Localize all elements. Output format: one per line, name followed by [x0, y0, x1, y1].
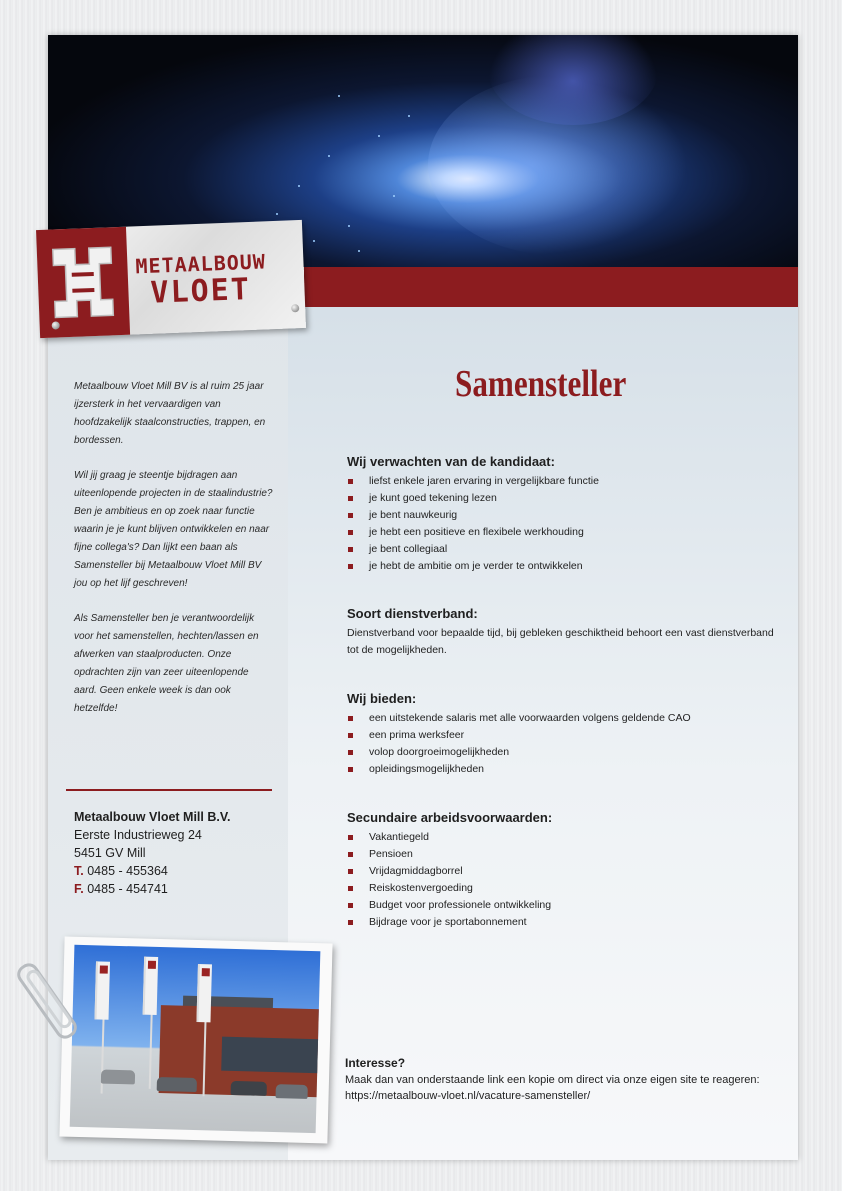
list-item: een prima werksfeer	[347, 727, 777, 744]
secondary-section	[347, 810, 777, 931]
interest-section	[345, 1056, 785, 1104]
contract-section	[347, 606, 777, 659]
interest-text: Maak dan van onderstaande link een kopie om direct via onze eigen site te reageren:	[345, 1074, 760, 1086]
intro-text	[74, 378, 274, 735]
list-item: je hebt een positieve en flexibele werkhouding	[347, 524, 777, 541]
interest-heading: Interesse?	[345, 1056, 406, 1070]
address-street: Eerste Industrieweg 24	[74, 828, 202, 842]
screw-icon	[291, 304, 299, 312]
list-item: Vakantiegeld	[347, 829, 777, 846]
phone-number: 0485 - 455364	[87, 864, 168, 878]
secondary-heading: Secundaire arbeidsvoorwaarden:	[347, 810, 553, 825]
list-item: opleidingsmogelijkheden	[347, 761, 777, 778]
list-item: Pensioen	[347, 846, 777, 863]
requirements-list	[347, 473, 777, 575]
address-city: 5451 GV Mill	[74, 846, 146, 860]
phone-label: T.	[74, 864, 84, 878]
contract-text: Dienstverband voor bepaalde tijd, bij gebleken geschiktheid behoort een vast dienstverband tot de mogelijkheden.	[347, 627, 774, 656]
offer-heading: Wij bieden:	[347, 691, 417, 706]
sidebar-divider	[66, 789, 272, 791]
offer-list	[347, 710, 777, 778]
header-accent-bar	[304, 267, 798, 307]
company-logo	[36, 220, 306, 338]
list-item: Budget voor professionele ontwikkeling	[347, 897, 777, 914]
vacancy-link[interactable]: https://metaalbouw-vloet.nl/vacature-samensteller/	[345, 1090, 591, 1102]
list-item: Bijdrage voor je sportabonnement	[347, 914, 777, 931]
logo-line-1: METAALBOUW	[135, 249, 267, 279]
company-name: Metaalbouw Vloet Mill B.V.	[74, 810, 231, 824]
list-item: je bent nauwkeurig	[347, 507, 777, 524]
intro-paragraph: Als Samensteller ben je verantwoordelijk voor het samenstellen, hechten/lassen en afwerken van staalproducten. Onze opdrachten zijn van zeer uiteenlopende aard. Geen enkele week is dan ook hetzelfde!	[74, 613, 259, 714]
requirements-section	[347, 454, 777, 575]
job-title: Samensteller	[455, 363, 627, 405]
contract-heading: Soort dienstverband:	[347, 606, 478, 621]
fax-line	[74, 880, 274, 898]
offer-section	[347, 691, 777, 778]
fax-number: 0485 - 454741	[87, 882, 168, 896]
building-photo	[59, 937, 332, 1144]
fax-label: F.	[74, 882, 84, 896]
list-item: een uitstekende salaris met alle voorwaarden volgens geldende CAO	[347, 710, 777, 727]
list-item: Vrijdagmiddagborrel	[347, 863, 777, 880]
logo-mark-icon	[44, 239, 121, 326]
list-item: Reiskostenvergoeding	[347, 880, 777, 897]
requirements-heading: Wij verwachten van de kandidaat:	[347, 454, 555, 469]
list-item: volop doorgroeimogelijkheden	[347, 744, 777, 761]
phone-line	[74, 862, 274, 880]
list-item: je hebt de ambitie om je verder te ontwikkelen	[347, 558, 777, 575]
company-address	[74, 808, 274, 898]
intro-paragraph: Metaalbouw Vloet Mill BV is al ruim 25 jaar ijzersterk in het vervaardigen van hoofdzakelijk staalconstructies, trappen, en bordessen.	[74, 381, 266, 446]
intro-paragraph: Wil jij graag je steentje bijdragen aan uiteenlopende projecten in de staalindustrie? Ben je ambitieus en op zoek naar functie waarin je je kunt blijven ontwikkelen en naar fijne collega's? Dan lijkt een baan als Samensteller bij Metaalbouw Vloet Mill BV jou op het lijf geschreven!	[74, 470, 273, 589]
list-item: liefst enkele jaren ervaring in vergelijkbare functie	[347, 473, 777, 490]
logo-line-2: VLOET	[149, 271, 252, 311]
list-item: je bent collegiaal	[347, 541, 777, 558]
list-item: je kunt goed tekening lezen	[347, 490, 777, 507]
secondary-list	[347, 829, 777, 931]
